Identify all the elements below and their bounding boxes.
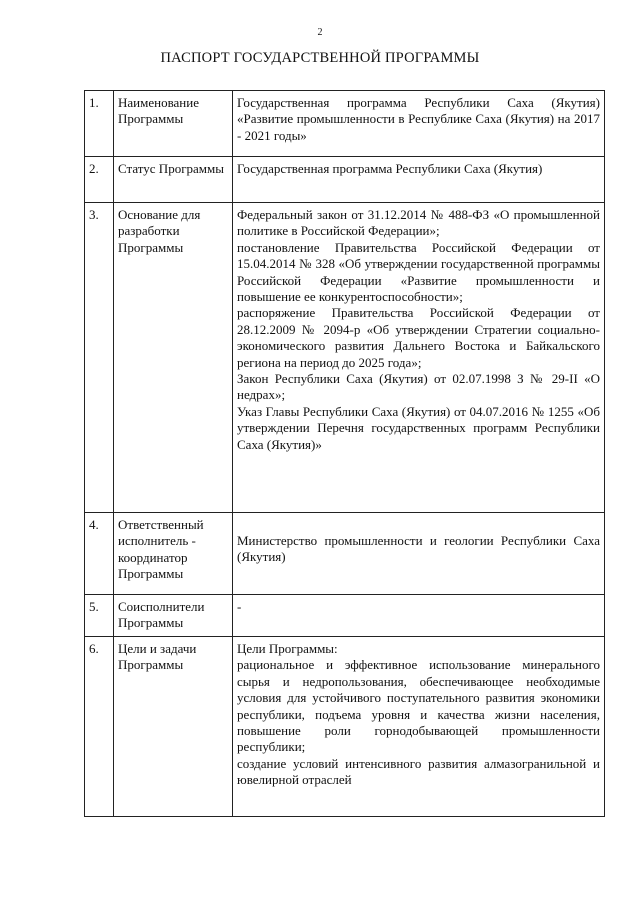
row-number: 4. <box>85 513 114 595</box>
row-content <box>233 91 605 157</box>
row-name: Основание для разработки Программы <box>114 203 233 513</box>
row-number: 2. <box>85 157 114 203</box>
table-row <box>85 157 605 203</box>
content-line: Федеральный закон от 31.12.2014 № 488-ФЗ «О промышленной политике в Российской Федерации»; <box>237 207 600 239</box>
page-number: 2 <box>317 27 323 38</box>
table-row <box>85 203 605 513</box>
row-name: Цели и задачи Программы <box>114 637 233 817</box>
content-line: распоряжение Правительства Российской Федерации от 28.12.2009 № 2094-р «Об утверждении Стратегии социально-экономического развития Дальнего Востока и Байкальского региона на период до 2025 года»; <box>237 305 600 370</box>
row-number: 1. <box>85 91 114 157</box>
row-number: 6. <box>85 637 114 817</box>
row-content <box>233 595 605 637</box>
row-number: 5. <box>85 595 114 637</box>
row-name: Статус Программы <box>114 157 233 203</box>
content-line: Закон Республики Саха (Якутия) от 02.07.1998 З № 29-II «О недрах»; <box>237 371 600 403</box>
document-title: ПАСПОРТ ГОСУДАРСТВЕННОЙ ПРОГРАММЫ <box>160 50 480 66</box>
content-line: рациональное и эффективное использование минерального сырья и недропользования, обеспечивающее необходимые условия для устойчивого поступательного развития экономики республики, подъема уровня и качества жизни населения, повышение роли горнодобывающей промышленности республики; <box>237 657 600 755</box>
content-line: Государственная программа Республики Саха (Якутия) «Развитие промышленности в Республике Саха (Якутия) на 2017 - 2021 годы» <box>237 95 600 143</box>
table-row <box>85 91 605 157</box>
table-row <box>85 595 605 637</box>
content-line: Цели Программы: <box>237 641 338 656</box>
row-content <box>233 157 605 203</box>
passport-table <box>84 90 605 817</box>
content-line: Министерство промышленности и геологии Республики Саха (Якутия) <box>237 533 600 565</box>
content-line: Указ Главы Республики Саха (Якутия) от 04.07.2016 № 1255 «Об утверждении Перечня государственных программ Республики Саха (Якутия)» <box>237 403 600 452</box>
row-name: Наименование Программы <box>114 91 233 157</box>
content-line: Государственная программа Республики Саха (Якутия) <box>237 161 543 176</box>
row-name: Ответственный исполнитель - координатор Программы <box>114 513 233 595</box>
table-row <box>85 637 605 817</box>
table-row <box>85 513 605 595</box>
row-name: Соисполнители Программы <box>114 595 233 637</box>
content-line: - <box>237 599 242 614</box>
content-line: постановление Правительства Российской Федерации от 15.04.2014 № 328 «Об утверждении государственной программы Российской Федерации «Развитие промышленности и повышение ее конкурентоспособности»; <box>237 239 600 305</box>
row-content <box>233 203 605 513</box>
content-line: создание условий интенсивного развития алмазогранильной и ювелирной отраслей <box>237 755 600 788</box>
row-content <box>233 637 605 817</box>
row-number: 3. <box>85 203 114 513</box>
row-content <box>233 513 605 595</box>
